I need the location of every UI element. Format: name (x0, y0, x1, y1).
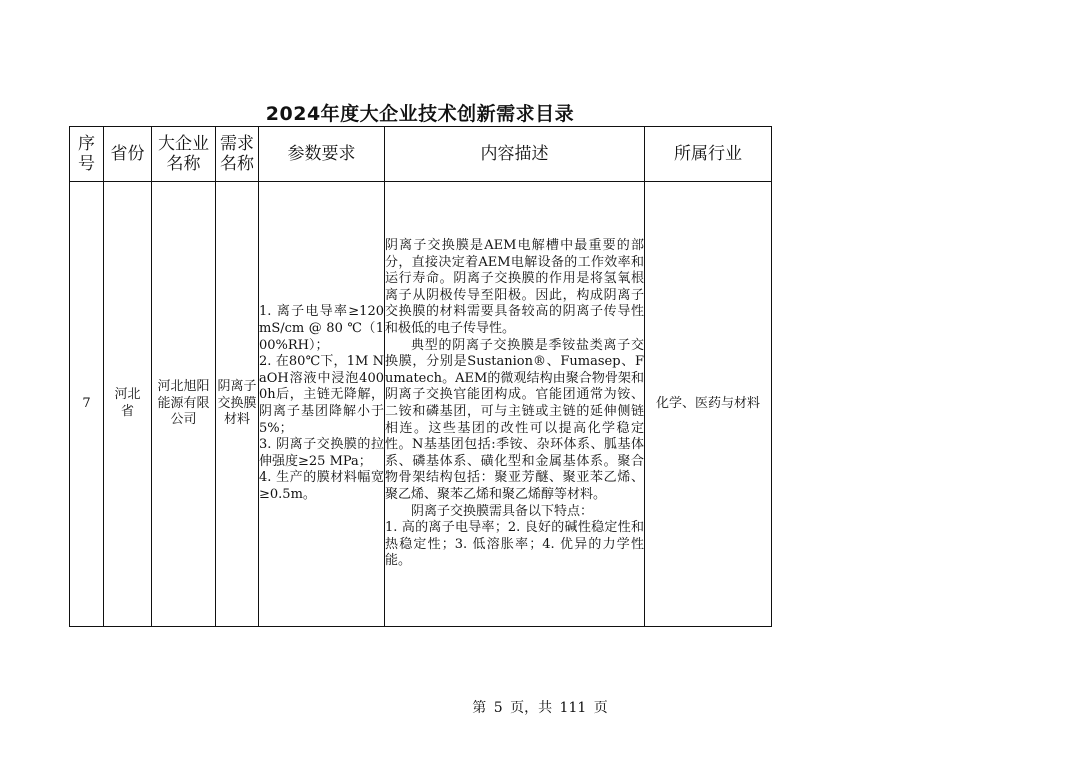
cell-params (259, 182, 385, 627)
table-header-row (70, 127, 772, 182)
header-content: 内容描述 (385, 127, 645, 182)
cell-content (385, 182, 645, 627)
table-row (70, 182, 772, 627)
cell-demand (216, 182, 259, 627)
cell-index: 7 (70, 182, 104, 627)
province-text: 河北省 (114, 387, 141, 419)
header-province: 省份 (104, 127, 152, 182)
page-number: 第 5 页，共 111 页 (472, 700, 608, 716)
company-text: 河北旭阳能源有限公司 (157, 379, 210, 428)
header-params: 参数要求 (259, 127, 385, 182)
param-item: 3. 阴离子交换膜的拉伸强度≥25 MPa； (259, 437, 384, 469)
content-paragraph: 阴离子交换膜是AEM电解槽中最重要的部分，直接决定着AEM电解设备的工作效率和运行寿命。阴离子交换膜的作用是将氢氧根离子从阴极传导至阳极。因此，构成阴离子交换膜的材料需要具备较高的阴离子传导性和极低的电子传导性。 (385, 238, 644, 337)
cell-company (152, 182, 216, 627)
header-company: 大企业名称 (152, 127, 216, 182)
content-paragraph: 阴离子交换膜需具备以下特点： (411, 503, 594, 519)
cell-industry: 化学、医药与材料 (645, 182, 772, 627)
content-paragraph: 典型的阴离子交换膜是季铵盐类离子交换膜，分别是Sustanion®、Fumasep、Fumatech。AEM的微观结构由聚合物骨架和阴离子交换官能团构成。官能团通常为铵、二铵和磷基团，可与主链或主链的延伸侧链相连。这些基团的改性可以提高化学稳定性。N基基团包括:季铵、杂环体系、胍基体系、磷基体系、磺化型和金属基体系。聚合物骨架结构包括：聚亚芳醚、聚亚苯乙烯、聚乙烯、聚苯乙烯和聚乙烯醇等材料。 (385, 337, 644, 502)
header-industry: 所属行业 (645, 127, 772, 182)
param-item: 1. 离子电导率≥120 mS/cm @ 80 ℃（100%RH）； (259, 304, 384, 353)
param-item: 2. 在80℃下，1M NaOH溶液中浸泡4000h后，主链无降解，阴离子基团降解小于5%； (259, 354, 384, 436)
content-paragraph: 1. 高的离子电导率；2. 良好的碱性稳定性和热稳定性；3. 低溶胀率；4. 优异的力学性能。 (385, 520, 644, 569)
demand-table (69, 126, 772, 627)
page-title: 2024年度大企业技术创新需求目录 (265, 103, 575, 125)
header-demand: 需求名称 (216, 127, 259, 182)
header-index: 序号 (70, 127, 104, 182)
param-item: 4. 生产的膜材料幅宽≥0.5m。 (259, 470, 384, 502)
cell-province (104, 182, 152, 627)
demand-text: 阴离子交换膜材料 (217, 379, 257, 428)
